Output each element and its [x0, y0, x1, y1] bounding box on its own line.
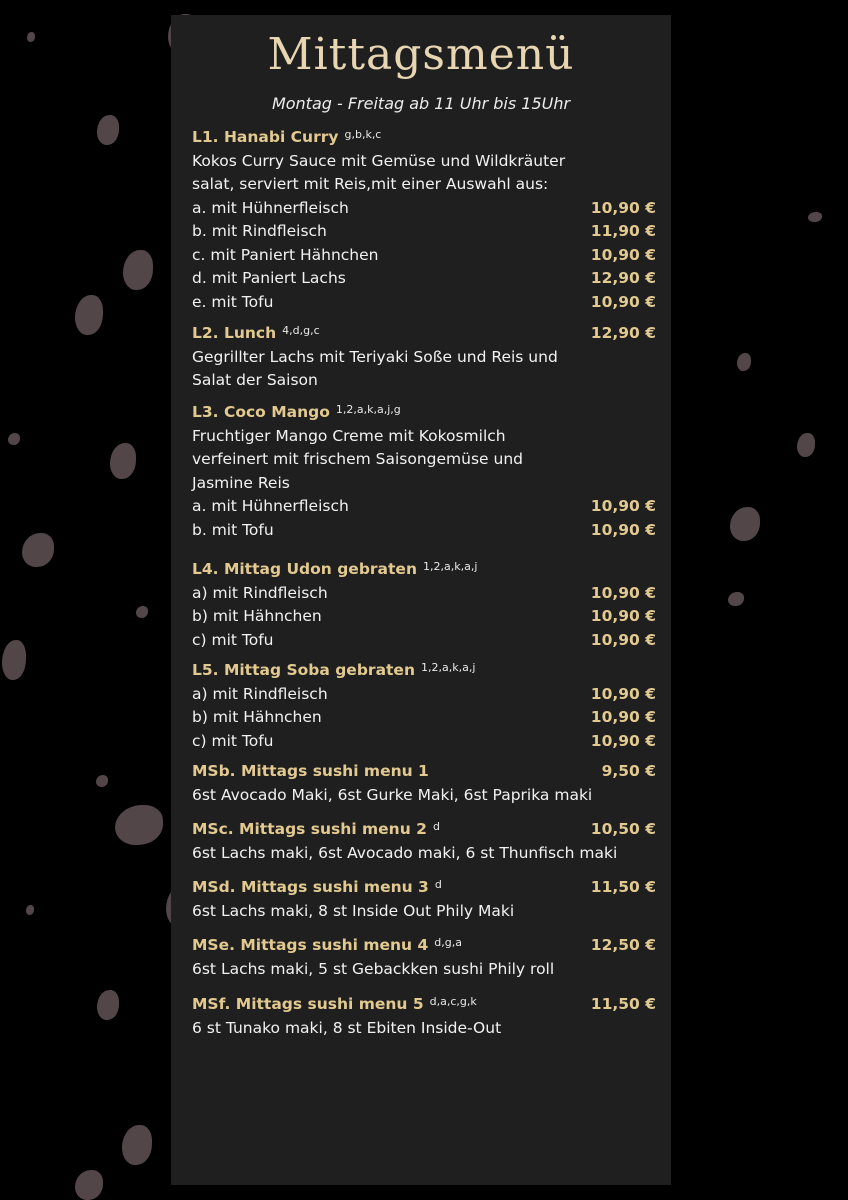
- petal-shape: [110, 443, 136, 479]
- petal-shape: [737, 353, 751, 371]
- petal-shape: [8, 433, 20, 445]
- dish-name: MSb. Mittags sushi menu 1: [192, 762, 429, 780]
- description-line: 6st Lachs maki, 5 st Gebackken sushi Phily roll: [192, 959, 555, 978]
- dish-option: [192, 607, 656, 630]
- option-price: 10,90 €: [590, 731, 656, 750]
- petal-shape: [97, 990, 119, 1020]
- description-line: verfeinert mit frischem Saisongemüse und: [192, 450, 523, 468]
- dish-option: [192, 293, 656, 316]
- option-label: a) mit Rindfleisch: [192, 583, 328, 602]
- dish-description: [192, 786, 656, 809]
- dish-description: [192, 960, 656, 983]
- dish-price: 9,50 €: [601, 762, 656, 780]
- petal-shape: [115, 805, 163, 845]
- description-line: 6 st Tunako maki, 8 st Ebiten Inside-Out: [192, 1018, 502, 1037]
- description-line: 6st Avocado Maki, 6st Gurke Maki, 6st Paprika maki: [192, 785, 593, 804]
- option-price: 10,90 €: [590, 630, 656, 649]
- dish-option: [192, 521, 656, 544]
- option-price: 10,90 €: [590, 708, 656, 726]
- description-line: Jasmine Reis: [192, 473, 290, 492]
- dish-price: 12,90 €: [590, 324, 656, 342]
- dish-option: [192, 685, 656, 708]
- option-price: 10,90 €: [590, 583, 656, 602]
- allergen-codes: d,g,a: [434, 936, 462, 949]
- menu-item-header: [192, 995, 656, 1018]
- dish-description: [192, 348, 656, 371]
- menu-item-header: [192, 560, 656, 583]
- allergen-codes: 4,d,g,c: [282, 324, 320, 337]
- dish-name: L4. Mittag Udon gebraten $^{1,2,a,k,a,j}$: [192, 560, 478, 578]
- petal-shape: [22, 533, 54, 567]
- option-price: 10,90 €: [590, 245, 656, 264]
- dish-description: [192, 175, 656, 198]
- menu-item-header: [192, 878, 656, 901]
- option-label: b) mit Hähnchen: [192, 708, 322, 726]
- option-price: 12,90 €: [590, 269, 656, 287]
- dish-name: MSe. Mittags sushi menu 4 $^{d,g,a}$: [192, 936, 462, 954]
- menu-item-header: [192, 820, 656, 843]
- dish-price: 11,50 €: [590, 878, 656, 896]
- menu-item-header: [192, 403, 656, 426]
- dish-option: [192, 584, 656, 607]
- dish-option: [192, 246, 656, 269]
- option-price: 10,90 €: [590, 607, 656, 625]
- petal-shape: [26, 905, 34, 915]
- allergen-codes: 1,2,a,k,a,j: [422, 560, 478, 573]
- description-line: Salat der Saison: [192, 371, 318, 389]
- dish-name: L2. Lunch $^{4,d,g,c}$: [192, 324, 320, 342]
- option-price: 10,90 €: [590, 292, 656, 311]
- dish-description: [192, 844, 656, 867]
- petal-shape: [2, 640, 26, 680]
- dish-option: [192, 497, 656, 520]
- dish-description: [192, 450, 656, 473]
- allergen-codes: 1,2,a,k,a,j: [420, 661, 476, 674]
- option-label: b. mit Tofu: [192, 520, 274, 539]
- dish-price: 11,50 €: [590, 995, 656, 1013]
- dish-name: MSd. Mittags sushi menu 3 $^d$: [192, 878, 442, 896]
- dish-description: [192, 1019, 656, 1042]
- option-price: 10,90 €: [590, 497, 656, 515]
- dish-option: [192, 732, 656, 755]
- option-label: c. mit Paniert Hähnchen: [192, 245, 379, 264]
- menu-item-header: [192, 128, 656, 151]
- option-price: 10,90 €: [590, 198, 656, 217]
- dish-option: [192, 708, 656, 731]
- menu-title: Mittagsmenü: [267, 29, 575, 80]
- dish-option: [192, 631, 656, 654]
- allergen-codes: d: [432, 820, 440, 833]
- description-line: Gegrillter Lachs mit Teriyaki Soße und Reis und: [192, 347, 558, 366]
- petal-shape: [96, 775, 108, 787]
- option-label: a. mit Hühnerfleisch: [192, 497, 349, 515]
- option-label: a. mit Hühnerfleisch: [192, 198, 349, 217]
- dish-description: [192, 371, 656, 394]
- petal-shape: [27, 32, 35, 42]
- description-line: Fruchtiger Mango Creme mit Kokosmilch: [192, 426, 506, 445]
- description-line: salat, serviert mit Reis,mit einer Auswahl aus:: [192, 175, 549, 193]
- description-line: 6st Lachs maki, 6st Avocado maki, 6 st Thunfisch maki: [192, 843, 618, 862]
- petal-shape: [808, 212, 822, 222]
- allergen-codes: d: [434, 878, 442, 891]
- menu-subtitle: Montag - Freitag ab 11 Uhr bis 15Uhr: [271, 94, 571, 113]
- dish-description: [192, 152, 656, 175]
- petal-shape: [75, 1170, 103, 1200]
- dish-description: [192, 902, 656, 925]
- option-label: c) mit Tofu: [192, 731, 274, 750]
- petal-shape: [97, 115, 119, 145]
- allergen-codes: d,a,c,g,k: [429, 995, 477, 1008]
- petal-shape: [136, 606, 148, 618]
- petal-shape: [730, 507, 760, 541]
- petal-shape: [728, 592, 744, 606]
- description-line: Kokos Curry Sauce mit Gemüse und Wildkräuter: [192, 151, 566, 170]
- dish-name: L5. Mittag Soba gebraten $^{1,2,a,k,a,j}$: [192, 661, 476, 679]
- option-price: 10,90 €: [590, 520, 656, 539]
- menu-panel: [171, 15, 671, 1185]
- dish-option: [192, 199, 656, 222]
- option-label: e. mit Tofu: [192, 292, 274, 311]
- dish-description: [192, 474, 656, 497]
- menu-item-header: [192, 324, 656, 347]
- petal-shape: [122, 1125, 152, 1165]
- menu-item-header: [192, 936, 656, 959]
- option-price: 10,90 €: [590, 684, 656, 703]
- dish-name: L3. Coco Mango $^{1,2,a,k,a,j,g}$: [192, 403, 401, 421]
- petal-shape: [75, 295, 103, 335]
- dish-option: [192, 269, 656, 292]
- option-label: a) mit Rindfleisch: [192, 684, 328, 703]
- description-line: 6st Lachs maki, 8 st Inside Out Phily Maki: [192, 901, 515, 920]
- petal-shape: [797, 433, 815, 457]
- dish-name: MSf. Mittags sushi menu 5 $^{d,a,c,g,k}$: [192, 995, 477, 1013]
- dish-price: 12,50 €: [590, 936, 656, 954]
- dish-name: L1. Hanabi Curry $^{g,b,k,c}$: [192, 128, 382, 146]
- menu-item-header: [192, 762, 656, 785]
- option-label: d. mit Paniert Lachs: [192, 269, 346, 287]
- allergen-codes: g,b,k,c: [344, 128, 382, 141]
- petal-shape: [123, 250, 153, 290]
- dish-name: MSc. Mittags sushi menu 2 $^d$: [192, 820, 440, 838]
- option-label: c) mit Tofu: [192, 630, 274, 649]
- option-label: b) mit Hähnchen: [192, 607, 322, 625]
- dish-description: [192, 427, 656, 450]
- dish-price: 10,50 €: [590, 820, 656, 838]
- option-price: 11,90 €: [590, 222, 656, 240]
- allergen-codes: 1,2,a,k,a,j,g: [335, 403, 401, 416]
- dish-option: [192, 222, 656, 245]
- option-label: b. mit Rindfleisch: [192, 222, 327, 240]
- menu-item-header: [192, 661, 656, 684]
